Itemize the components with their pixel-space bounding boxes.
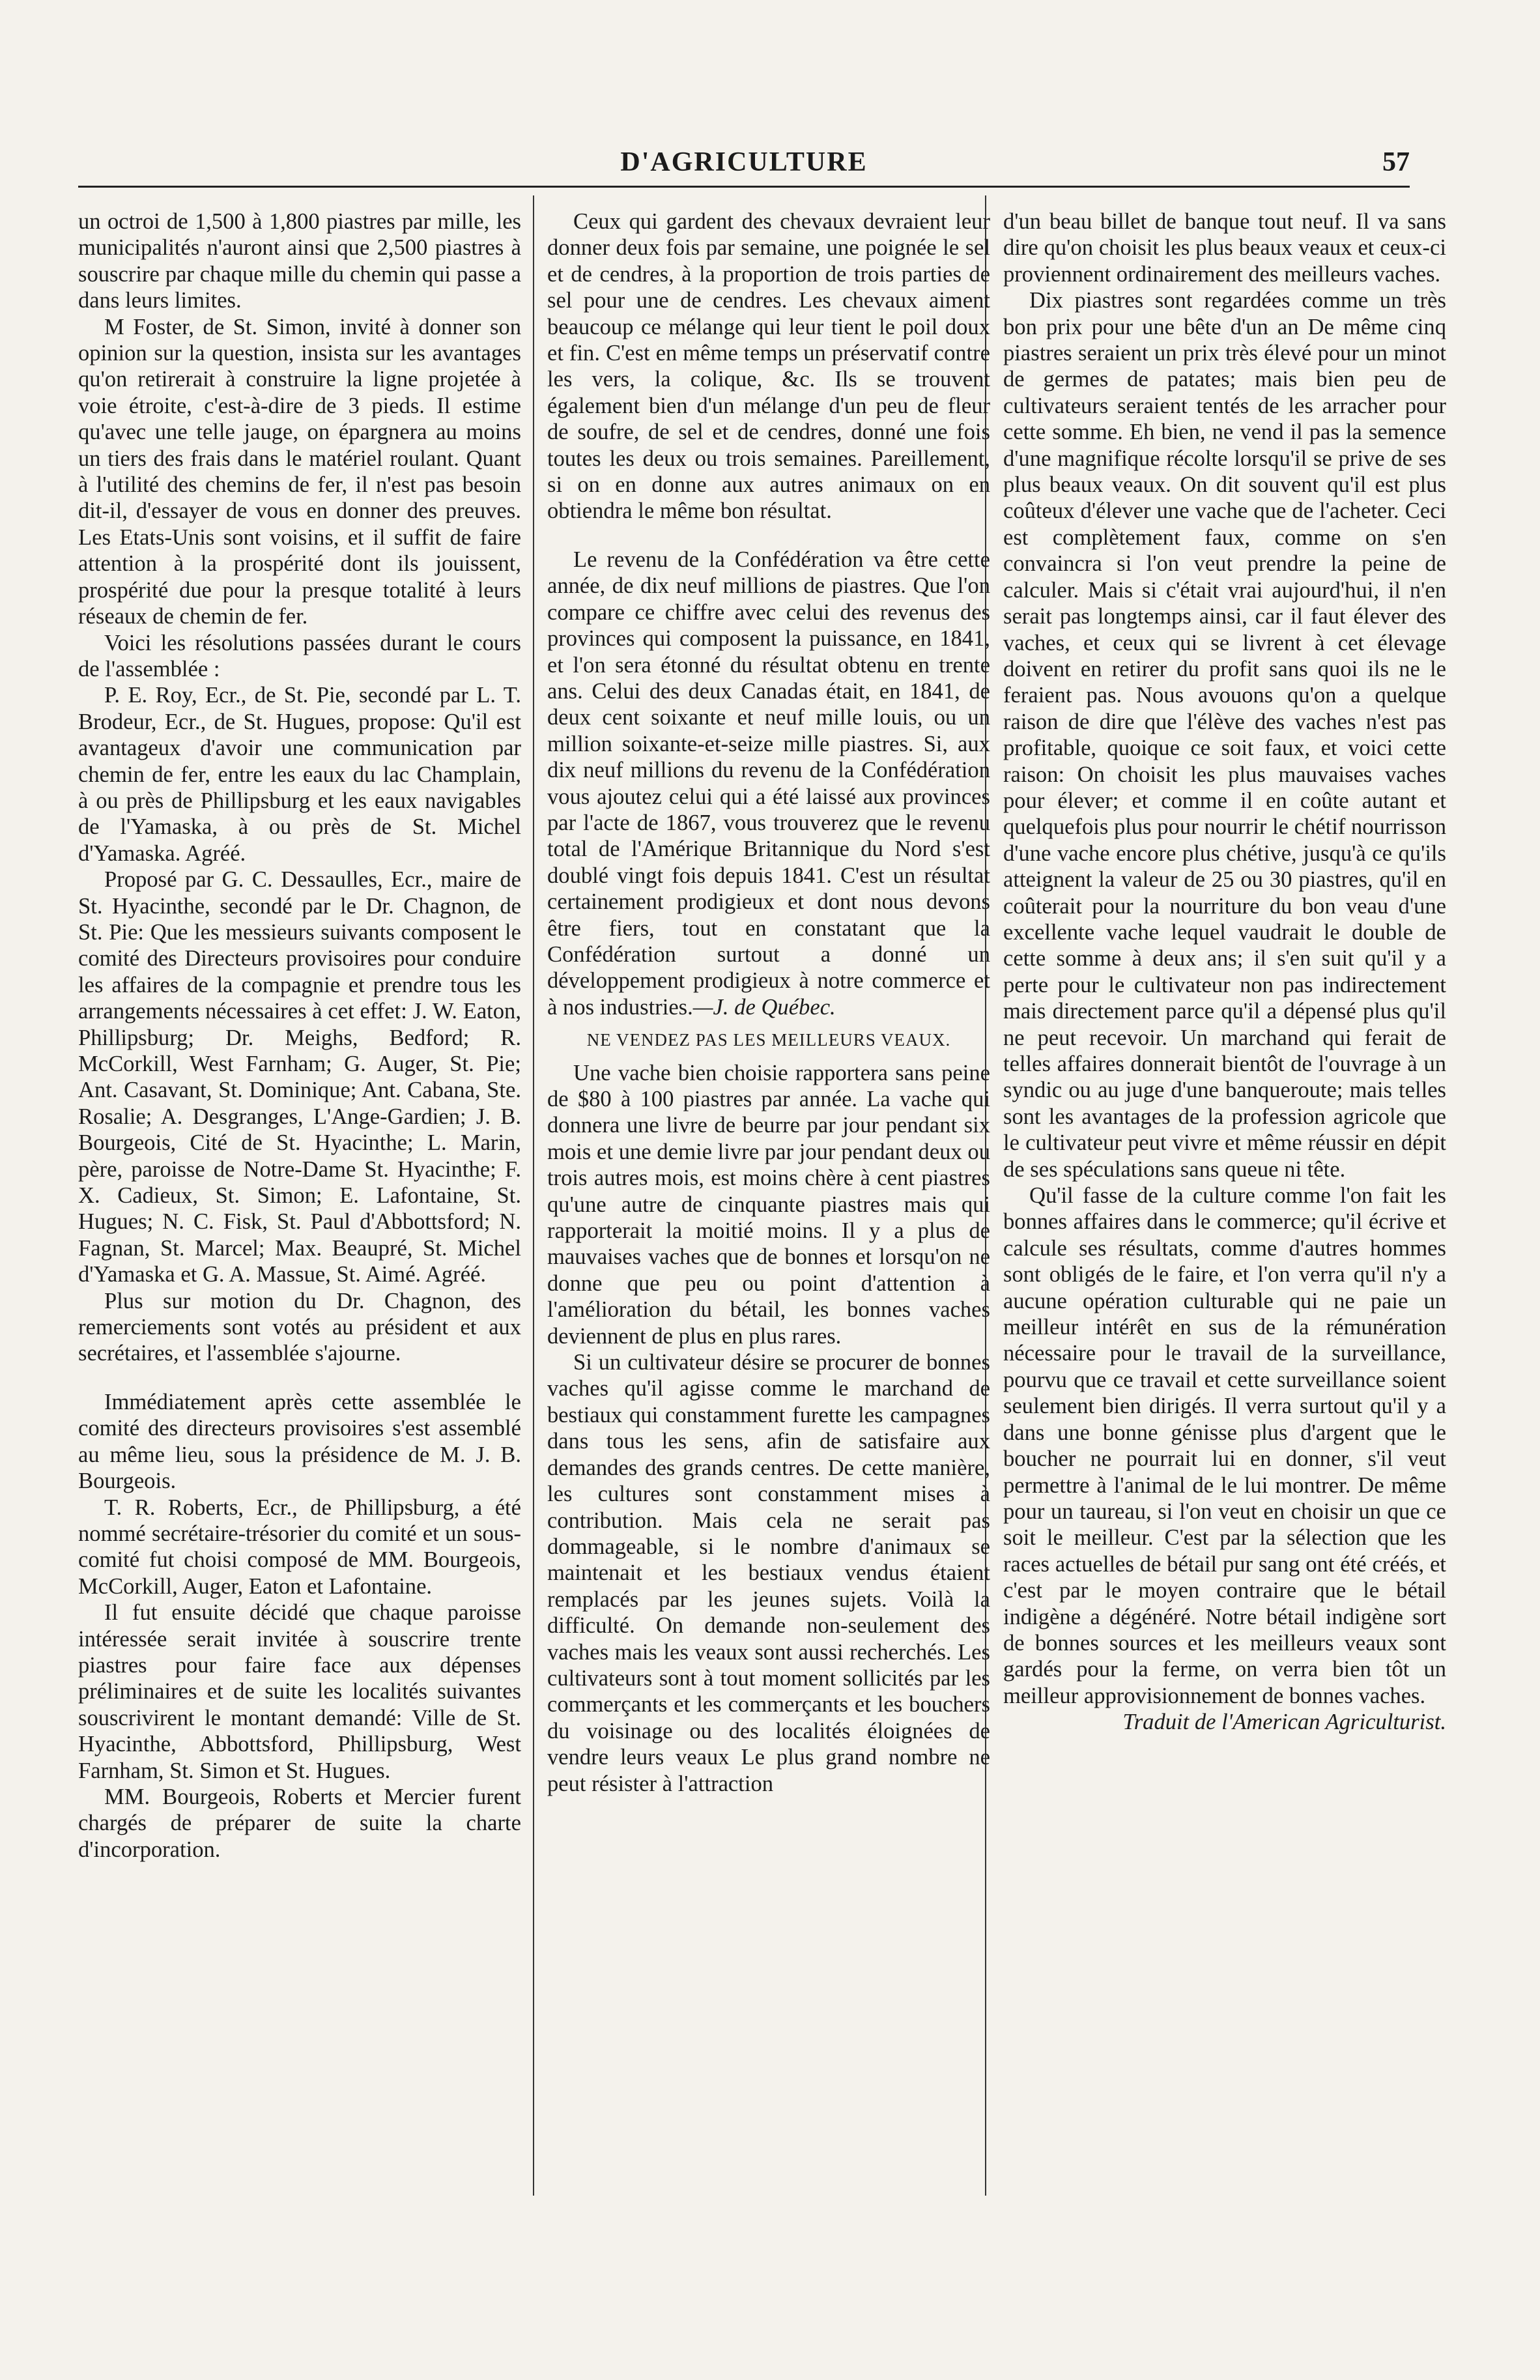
column-right: [1003, 208, 1446, 1736]
spacer: [78, 1367, 521, 1389]
spacer: [547, 524, 990, 547]
paragraph: Il fut ensuite décidé que chaque paroisse intéressée serait invitée à souscrire trente piastres pour faire face aux dépenses préliminaires et de suite les localités suivantes souscrivirent le montant demandé: Ville de St. Hyacinthe, Abbottsford, Phillipsburg, West Farnham, St. Simon et St. Hugues.: [78, 1600, 521, 1783]
paragraph: d'un beau billet de banque tout neuf. Il va sans dire qu'on choisit les plus beaux veaux et ceux-ci proviennent ordinairement des meilleurs vaches.: [1003, 209, 1446, 287]
column-divider: [533, 195, 534, 2196]
paragraph: [547, 547, 990, 1020]
running-title: D'AGRICULTURE: [620, 147, 868, 177]
column-left: [78, 208, 521, 1863]
source-credit: —J. de Québec.: [692, 994, 836, 1020]
paragraph: Immédiatement après cette assemblée le comité des directeurs provisoires s'est assemblé au même lieu, sous la présidence de M. J. B. Bourgeois.: [78, 1389, 521, 1494]
paragraph-text: Le revenu de la Confédération va être cette année, de dix neuf millions de piastres. Que l'on compare ce chiffre avec celui des revenus des provinces qui composent la puissance, en 1841, et l'on sera étonné du résultat obtenu en trente ans. Celui des deux Canadas était, en 1841, de deux cent soixante et neuf mille louis, ou un million soixante-et-seize mille piastres. Si, aux dix neuf millions du revenu de la Confédération vous ajoutez celui qui a été laissé aux provinces par l'acte de 1867, vous trouverez que le revenu total de l'Amérique Britannique du Nord s'est doublé vingt fois depuis 1841. C'est un résultat certainement prodigieux et dont nous devons être fiers, tout en constatant que la Confédération surtout a donné un développement prodigieux à notre commerce et à nos industries.: [547, 547, 990, 1020]
paragraph: Si un cultivateur désire se procurer de bonnes vaches qu'il agisse comme le marchand de bestiaux qui constamment furette les campagnes dans tous les sens, afin de satisfaire aux demandes des grands centres. De cette manière, les cultures sont constamment mises à contribution. Mais cela ne serait pas dommageable, si le nombre d'animaux se maintenait et les bestiaux vendus étaient remplacés par les jeunes sujets. Voilà la difficulté. On demande non-seulement des vaches mais les veaux sont aussi recherchés. Les cultivateurs sont à tout moment sollicités par les commerçants et les commerçants et les bouchers du voisinage ou des localités éloignées de vendre leurs veaux Le plus grand nombre ne peut résister à l'attraction: [547, 1350, 990, 1796]
paragraph: Ceux qui gardent des chevaux devraient leur donner deux fois par semaine, une poignée le sel et de cendres, à la proportion de trois parties de sel pour une de cendres. Les chevaux aiment beaucoup ce mélange qui leur tient le poil doux et fin. C'est en même temps un préservatif contre les vers, la colique, &c. Ils se trouvent également bien d'un mélange d'un peu de fleur de soufre, de sel et de cendres, donné une fois toutes les deux ou trois semaines. Pareillement, si on en donne aux autres animaux on en obtiendra le même bon résultat.: [547, 209, 990, 524]
paragraph: P. E. Roy, Ecr., de St. Pie, secondé par L. T. Brodeur, Ecr., de St. Hugues, propose: Qu'il est avantageux d'avoir une communication par chemin de fer, entre les eaux du lac Champlain, à ou près de Phillipsburg et les eaux navigables de l'Yamaska, à ou près de St. Michel d'Yamaska. Agréé.: [78, 683, 521, 866]
paragraph: Dix piastres sont regardées comme un très bon prix pour une bête d'un an De même cinq piastres seraient un prix très élevé pour un minot de germes de patates; mais bien peu de cultivateurs seraient tentés de les arracher pour cette somme. Eh bien, ne vend il pas la semence d'une magnifique récolte lorsqu'il se prive de ses plus beaux veaux. On dit souvent qu'il est plus coûteux d'élever une vache que de l'acheter. Ceci est complètement faux, comme on s'en convaincra si l'on veut prendre la peine de calculer. Mais si c'était vrai aujourd'hui, il n'en serait pas longtemps ainsi, car il faut élever des vaches, et ceux qui se livrent à cet élevage doivent en retirer du profit sans quoi ils ne le feraient pas. Nous avouons qu'on a quelque raison de dire que l'élève des vaches n'est pas profitable, quoique ce soit faux, et voici cette raison: On choisit les plus mauvaises vaches pour élever; et comme il en coûte autant et quelquefois plus pour nourrir le chétif nourrisson d'une vache encore plus chétive, jusqu'à ce qu'ils atteignent la valeur de 25 ou 30 piastres, qu'il en coûterait pour la nourriture du bon veau d'une excellente vache lequel vaudrait le double de cette somme à deux ans; il s'en suit qu'il y a perte pour le cultivateur non pas indirectement mais directement parce qu'il a dépensé plus qu'il ne peut recevoir. Un marchand qui ferait de telles affaires donnerait bientôt de l'ouvrage à un syndic ou au juge d'une banqueroute; mais telles sont les avantages de la profession agricole que le cultivateur peut vivre et même réussir en dépit de ses spéculations sans queue ni tête.: [1003, 288, 1446, 1182]
paragraph: T. R. Roberts, Ecr., de Phillipsburg, a été nommé secrétaire-trésorier du comité et un sous-comité fut choisi composé de MM. Bourgeois, McCorkill, Auger, Eaton et Lafontaine.: [78, 1495, 521, 1599]
paragraph: Une vache bien choisie rapportera sans peine de $80 à 100 piastres par année. La vache qui donnera une livre de beurre par jour pendant six mois et une demie livre par jour pendant deux ou trois autres mois, est moins chère à cent piastres qu'une autre de cinquante piastres mais qui rapporterait la moitié moins. Il y a plus de mauvaises vaches que de bonnes et lorsqu'on ne donne que peu ou point d'attention à l'amélioration du bétail, les bonnes vaches deviennent de plus en plus rares.: [547, 1060, 990, 1349]
paragraph: Plus sur motion du Dr. Chagnon, des remerciements sont votés au président et aux secrétaires, et l'assemblée s'ajourne.: [78, 1288, 521, 1366]
paragraph: MM. Bourgeois, Roberts et Mercier furent chargés de préparer de suite la charte d'incorporation.: [78, 1784, 521, 1862]
article-title: NE VENDEZ PAS LES MEILLEURS VEAUX.: [586, 1030, 951, 1050]
translation-credit: Traduit de l'American Agriculturist.: [1122, 1710, 1446, 1735]
paragraph: Qu'il fasse de la culture comme l'on fait les bonnes affaires dans le commerce; qu'il écrive et calcule ses résultats, comme d'autres hommes sont obligés de le faire, et l'on verra qu'il n'y a aucune opération culturable qui ne paie un meilleur intérêt en sus de la rémunération nécessaire pour le travail de la surveillance, pourvu que ce travail et cette surveillance soient seulement bien dirigés. Il verra surtout qu'il y a dans une bonne génisse plus d'argent que le boucher ne pourrait lui en donner, s'il veut permettre à l'animal de le lui montrer. De même pour un taureau, si l'on veut en choisir un que ce soit le meilleur. C'est par la sélection que les races actuelles de bétail pur sang ont été créés, et c'est par le moyen contraire que le bétail indigène a dégénéré. Notre bétail indigène sort de bonnes sources et les meilleurs veaux sont gardés pour la ferme, on verra bien tôt un meilleur approvisionnement de bonnes vaches.: [1003, 1183, 1446, 1708]
paragraph: Proposé par G. C. Dessaulles, Ecr., maire de St. Hyacinthe, secondé par le Dr. Chagnon, de St. Pie: Que les messieurs suivants composent le comité des Directeurs provisoires pour conduire les affaires de la compagnie et prendre tous les arrangements nécessaires à cet effet: J. W. Eaton, Phillipsburg; Dr. Meighs, Bedford; R. McCorkill, West Farnham; G. Auger, St. Pie; Ant. Casavant, St. Dominique; Ant. Cabana, Ste. Rosalie; A. Desgranges, L'Ange-Gardien; J. B. Bourgeois, Cité de St. Hyacinthe; L. Marin, père, paroisse de Notre-Dame St. Hyacinthe; F. X. Cadieux, St. Simon; E. Lafontaine, St. Hugues; N. C. Fisk, St. Paul d'Abbottsford; N. Fagnan, St. Marcel; Max. Beaupré, St. Michel d'Yamaska et G. A. Massue, St. Aimé. Agréé.: [78, 867, 521, 1287]
page-number: 57: [1382, 147, 1410, 177]
page-header: [78, 147, 1410, 188]
paragraph: Voici les résolutions passées durant le cours de l'assemblée :: [78, 630, 521, 681]
paragraph: M Foster, de St. Simon, invité à donner son opinion sur la question, insista sur les avantages qu'on retirerait à construire la ligne projetée à voie étroite, c'est-à-dire de 3 pieds. Il estime qu'avec une telle jauge, on épargnera au moins un tiers des frais dans le matériel roulant. Quant à l'utilité des chemins de fer, il n'est pas besoin dit-il, d'essayer de vous en donner des preuves. Les Etats-Unis sont voisins, et il suffit de faire attention à la prospérité dont ils jouissent, prospérité due pour la presque totalité à leurs réseaux de chemin de fer.: [78, 314, 521, 629]
column-middle: [547, 208, 990, 1797]
paragraph: un octroi de 1,500 à 1,800 piastres par mille, les municipalités n'auront ainsi que 2,500 piastres à souscrire par chaque mille du chemin qui passe a dans leurs limites.: [78, 209, 521, 313]
